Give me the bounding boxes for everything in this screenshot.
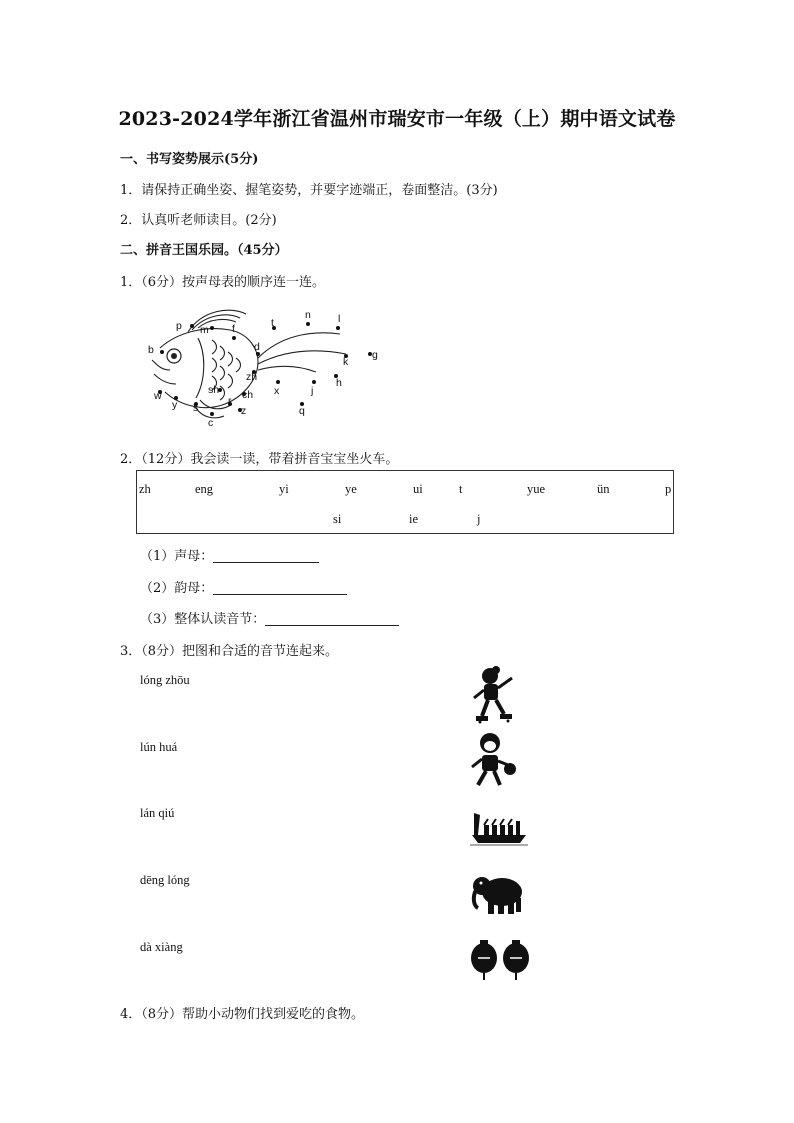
- fish-letter: j: [311, 385, 314, 397]
- page-title: 2023-2024学年浙江省温州市瑞安市一年级（上）期中语文试卷: [118, 108, 676, 130]
- fish-letter: t: [271, 317, 274, 329]
- answer-blank[interactable]: [213, 548, 319, 563]
- fish-letter: b: [148, 344, 154, 356]
- pinyin-token: ün: [597, 482, 610, 496]
- fish-letter: sh: [208, 384, 220, 396]
- section2-q1: 1．（6分）按声母表的顺序连一连。: [120, 275, 326, 290]
- fish-letter: g: [372, 349, 378, 361]
- fish-letter: zh: [246, 371, 258, 383]
- section2-q2: 2．（12分）我会读一读，带着拼音宝宝坐火车。: [120, 452, 399, 467]
- lanterns-picture: [468, 936, 532, 982]
- fish-letter: m: [200, 324, 209, 336]
- pinyin-token: yue: [527, 482, 546, 496]
- pinyin-token: t: [459, 482, 463, 496]
- pinyin-token: ui: [413, 482, 423, 496]
- answer-line-initials: [140, 545, 319, 564]
- elephant-picture: [468, 870, 528, 916]
- pinyin-token: zh: [139, 482, 151, 496]
- pinyin-token: j: [477, 512, 481, 526]
- syllable-item: dēng lóng: [140, 873, 190, 887]
- fish-letter: d: [254, 341, 260, 353]
- section2-heading: 二、拼音王国乐园。（45分）: [120, 243, 288, 258]
- syllable-item: lán qiú: [140, 806, 175, 820]
- fish-dot-diagram: [140, 300, 400, 430]
- fish-letter: n: [305, 309, 311, 321]
- answer-line-whole-syllables: [140, 608, 399, 627]
- fish-letter: f: [232, 323, 235, 335]
- answer-label: （3）整体认读音节：: [140, 612, 266, 627]
- fish-letter: ch: [242, 389, 254, 401]
- boy-basketball-picture: [466, 731, 520, 789]
- section2-q4: 4．（8分）帮助小动物们找到爱吃的食物。: [120, 1007, 365, 1022]
- pinyin-token: eng: [195, 482, 214, 496]
- section1-heading: 一、书写姿势展示(5分): [120, 152, 259, 167]
- fish-letter: s: [193, 402, 199, 414]
- answer-line-finals: [140, 577, 347, 596]
- fish-letter: w: [154, 390, 162, 402]
- girl-roller-skating-picture: [470, 664, 516, 724]
- answer-blank[interactable]: [213, 580, 347, 595]
- section2-q3: 3．（8分）把图和合适的音节连起来。: [120, 644, 339, 659]
- section1-q2: 2．认真听老师读目。(2分): [120, 213, 277, 228]
- fish-letter: h: [336, 377, 342, 389]
- pinyin-token: yi: [279, 482, 289, 496]
- fish-letter: k: [343, 356, 349, 368]
- fish-letter: q: [299, 405, 305, 417]
- fish-letter: z: [241, 405, 247, 417]
- pinyin-token: p: [665, 482, 672, 496]
- syllable-item: lún huá: [140, 740, 178, 754]
- fish-letter: r: [228, 395, 232, 407]
- fish-letter: x: [274, 385, 280, 397]
- answer-label: （2）韵母：: [140, 581, 214, 596]
- answer-label: （1）声母：: [140, 549, 214, 564]
- pinyin-train-box: [136, 470, 674, 534]
- fish-letter: c: [208, 417, 214, 429]
- syllable-item: lóng zhōu: [140, 673, 190, 687]
- dragon-boat-picture: [468, 805, 530, 849]
- pinyin-token: si: [333, 512, 342, 526]
- fish-letter: l: [338, 313, 341, 325]
- pinyin-token: ie: [409, 512, 419, 526]
- section1-q1: 1．请保持正确坐姿、握笔姿势，并要字迹端正，卷面整洁。(3分): [120, 183, 498, 198]
- fish-letter: p: [176, 320, 182, 332]
- answer-blank[interactable]: [265, 611, 399, 626]
- fish-letter: y: [172, 399, 178, 411]
- pinyin-token: ye: [345, 482, 357, 496]
- syllable-item: dà xiàng: [140, 940, 183, 954]
